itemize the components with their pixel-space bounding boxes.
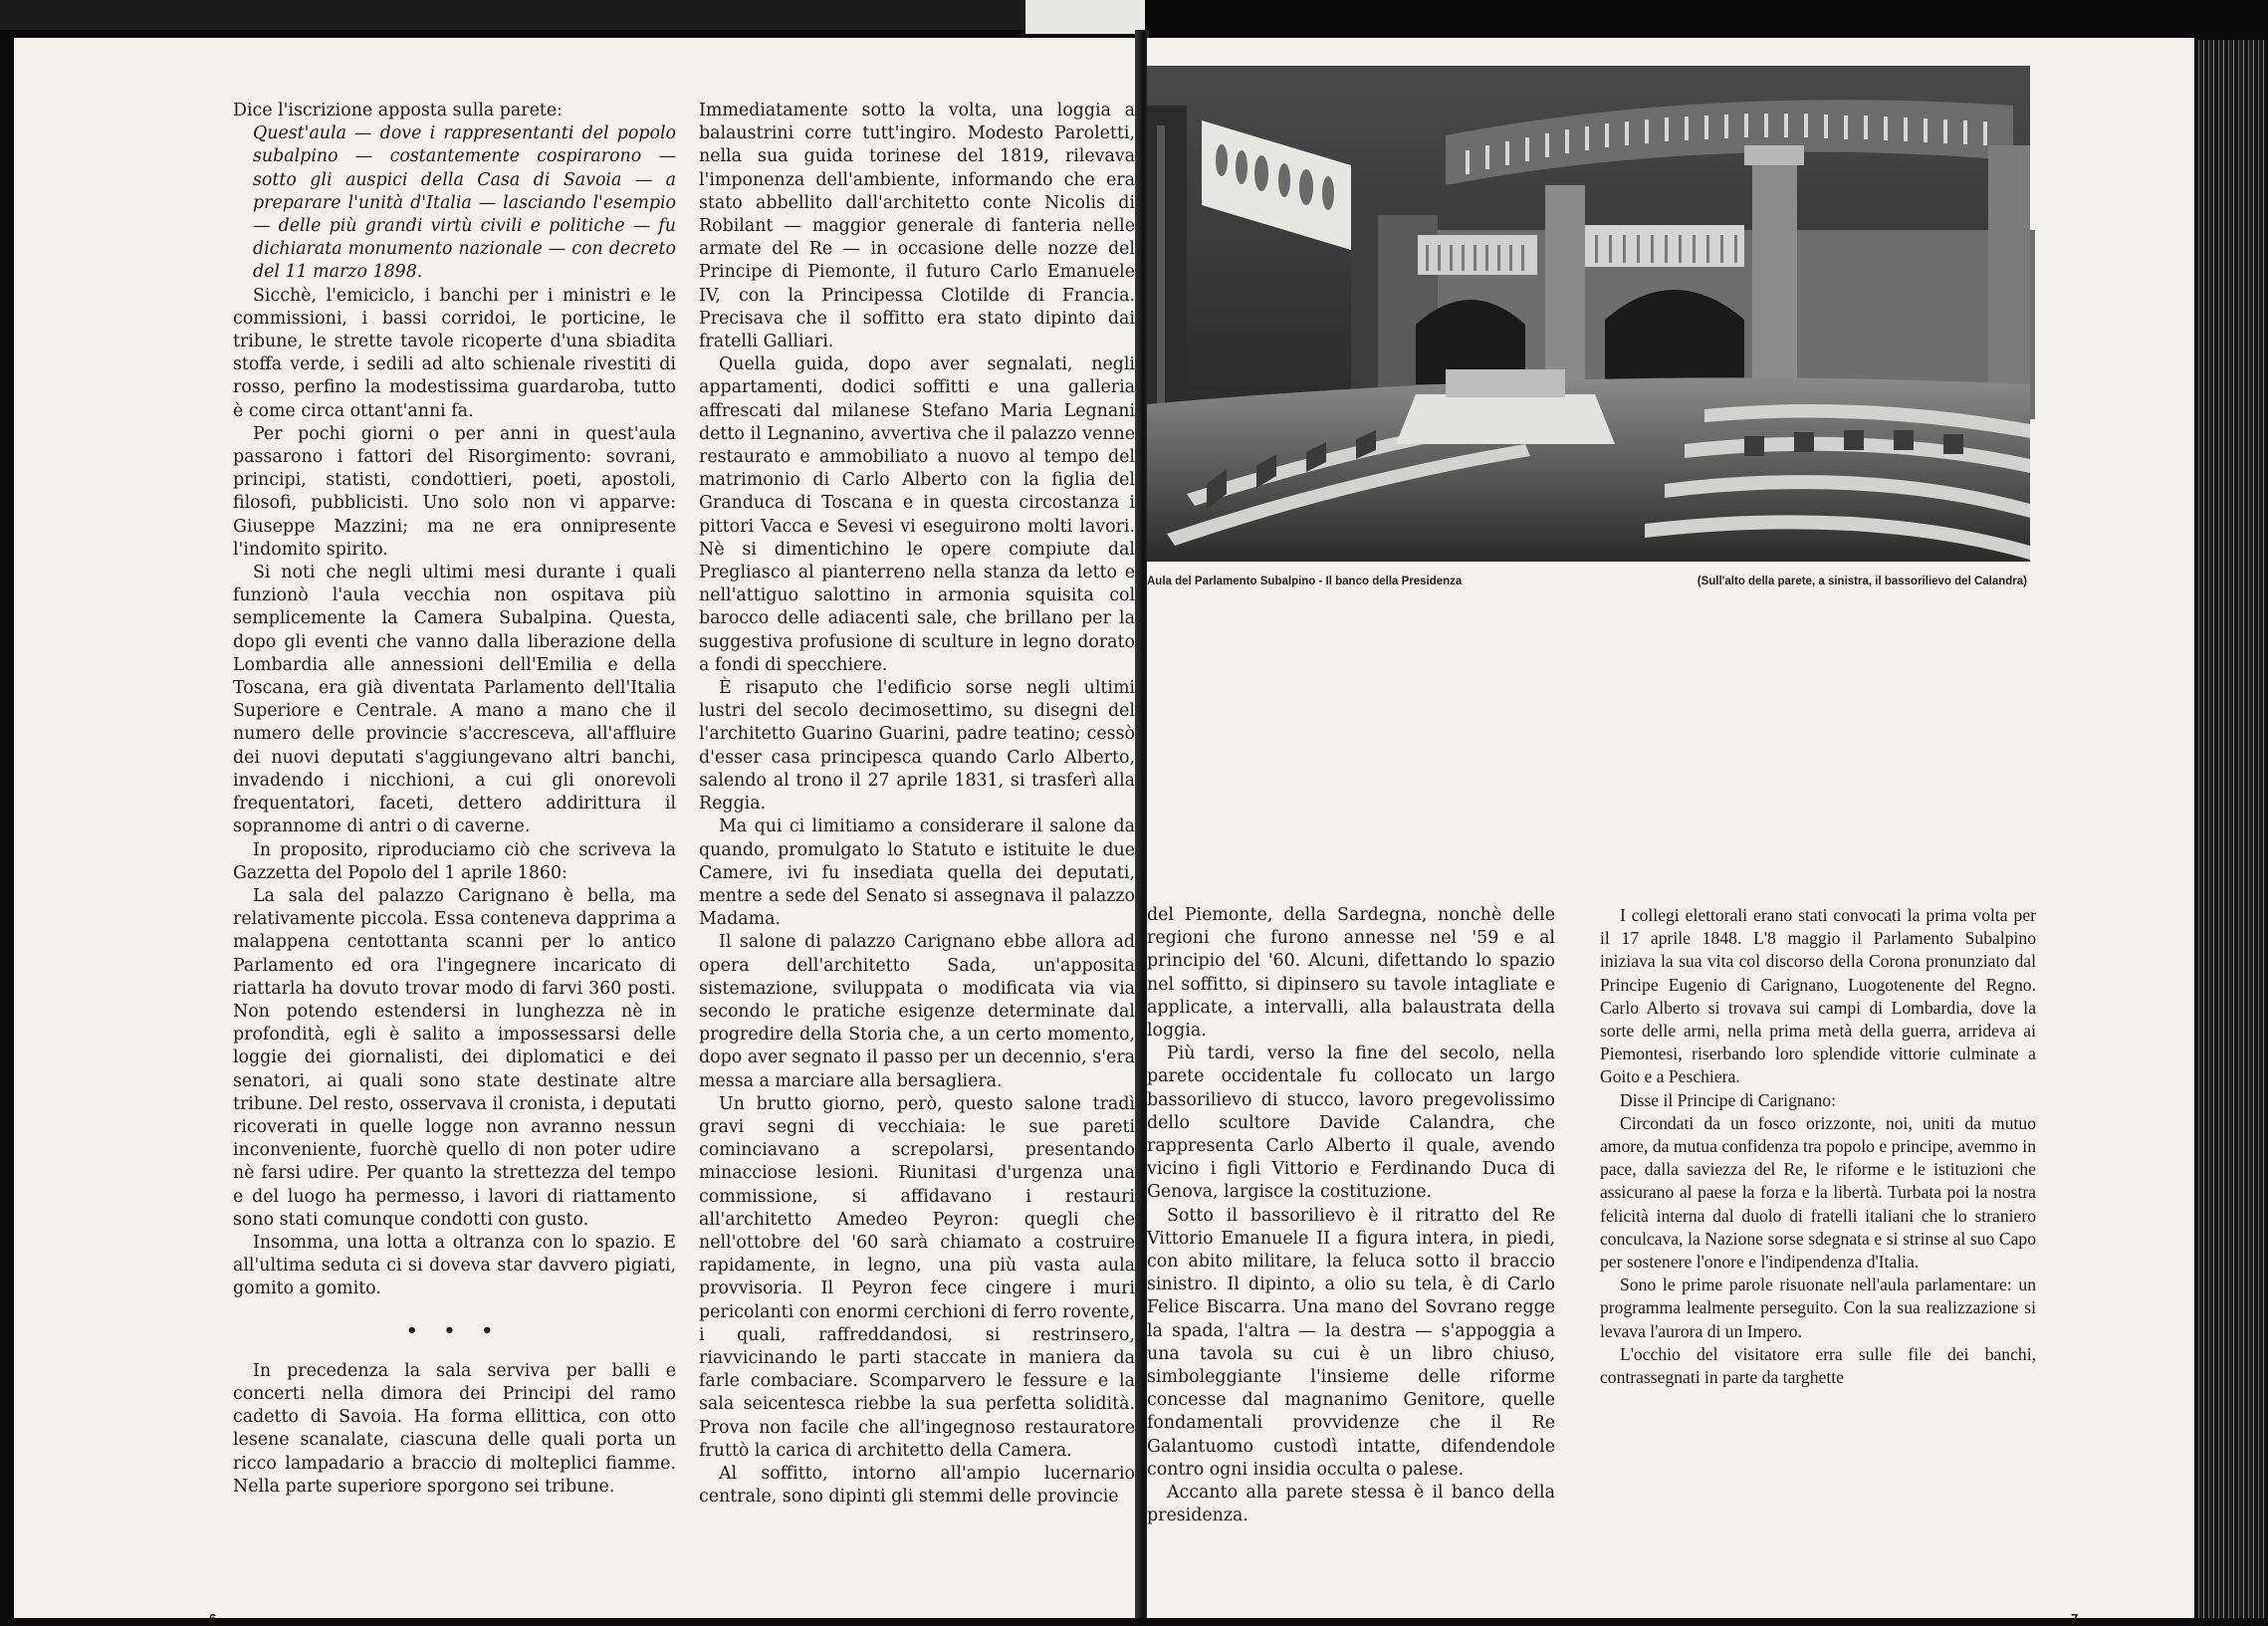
- scan-top-strip: [0, 0, 1025, 30]
- paragraph: Un brutto giorno, però, questo salone tradì gravi segni di vecchiaia: le sue pareti cominciavano a screpolarsi, presentando minacciose lesioni. Riunitasi d'urgenza una commissione, si affidavano i restauri all'architetto Amedeo Peyron: quegli che nell'ottobre del '60 sarà chiamato a costruire rapidamente, in legno, una più vasta aula provvisoria. Il Peyron fece cingere i muri pericolanti con enormi cerchioni di ferro rovente, i quali, raffreddandosi, si restrinsero, riavvicinando le parti staccate in maniera da farle combaciare. Scomparvero le fessure e la sala seicentesca riebbe la sua perfetta solidità. Prova non facile che all'ingegnoso restauratore fruttò la carica di architetto della Camera.: [699, 1093, 1135, 1461]
- inscription-quote: Quest'aula — dove i rappresentanti del popolo subalpino — costantemente cospirarono — sotto gli auspici della Casa di Savoia — a preparare l'unità d'Italia — lasciando l'esempio — delle più grandi virtù civili e politiche — fu dichiarata monumento nazionale — con decreto del 11 marzo 1898.: [253, 123, 676, 283]
- paragraph: Si noti che negli ultimi mesi durante i quali funzionò l'aula vecchia non ospitava più semplicemente la Camera Subalpina. Questa, dopo gli eventi che vanno dalla liberazione della Lombardia alle annessioni dell'Emilia e della Toscana, era già diventata Parlamento dell'Italia Superiore e Centrale. A mano a mano che il numero delle provincie s'accresceva, all'affluire dei nuovi deputati s'aggiungevano altri banchi, invadendo i nicchioni, a cui gli onorevoli frequentatori, faceti, dettero addirittura il soprannome di antri o di caverne.: [233, 563, 676, 837]
- book-edge: [2194, 40, 2268, 1618]
- page-number: 7: [2071, 1611, 2079, 1626]
- paragraph: In precedenza la sala serviva per balli e concerti nella dimora dei Principi del ramo cadetto di Savoia. Ha forma ellittica, con otto lesene scanalate, ciascuna delle quali porta un ricco lampadario a braccio di molteplici fiamme. Nella parte superiore sporgono sei tribune.: [233, 1360, 676, 1497]
- paragraph: Per pochi giorni o per anni in quest'aula passarono i fattori del Risorgimento: sovrani, principi, statisti, condottieri, poeti, apostoli, filosofi, pubblicisti. Uno solo non vi apparve: Giuseppe Mazzini; ma ne era onnipresente l'indomito spirito.: [233, 423, 676, 560]
- paragraph: Più tardi, verso la fine del secolo, nella parete occidentale fu collocato un largo bassorilievo di stucco, lavoro pregevolissimo dello scultore Davide Calandra, che rappresenta Carlo Alberto il quale, avendo vicino i figli Vittorio e Ferdinando Duca di Genova, largisce la costituzione.: [1147, 1044, 1555, 1203]
- paragraph: Ma qui ci limitiamo a considerare il salone da quando, promulgato lo Statuto e istituite le due Camere, ivi fu insediata quella dei deputati, mentre a sede del Senato si assegnava il palazzo Madama.: [699, 816, 1135, 930]
- parliament-hall-illustration: [1147, 66, 2030, 562]
- left-page-column-2: [699, 100, 1135, 1509]
- left-page: [14, 38, 1137, 1626]
- paragraph: Disse il Principe di Carignano:: [1620, 1089, 1836, 1110]
- photo-caption-left: Aula del Parlamento Subalpino - Il banco della Presidenza: [1147, 576, 1463, 587]
- paragraph: Sotto il bassorilievo è il ritratto del Re Vittorio Emanuele II a figura intera, in piedi, con abito militare, la feluca sotto il braccio sinistro. Il dipinto, a olio su tela, è di Carlo Felice Biscarra. Una mano del Sovrano regge la spada, l'altra — la destra — s'appoggia a una tavola su cui è un libro chiuso, simboleggiante l'insieme delle riforme concesse dal magnanimo Genitore, quelle fondamentali provvidenze che il Re Galantuomo custodì intatte, difendendole contro ogni insidia occulta o palese.: [1147, 1205, 1555, 1480]
- paragraph: Circondati da un fosco orizzonte, noi, uniti da mutuo amore, da mutua confidenza tra popolo e principe, avemmo in pace, dalla saviezza del Re, le riforme e le istituzioni che assicurano al paese la forza e la libertà. Turbata poi la nostra felicità interna dal duolo di fratelli italiani che lo straniero conculcava, la Nazione sorse sdegnata e si strinse al suo Capo per sostenere l'onore e l'indipendenza d'Italia.: [1600, 1112, 2036, 1273]
- paragraph: Sicchè, l'emiciclo, i banchi per i ministri e le commissioni, i bassi corridoi, le porticine, le tribune, le strette tavole ricoperte d'una sbiadita stoffa verde, i sedili ad alto schienale rivestiti di rosso, perfino la modestissima guardaroba, tutto è come circa ottant'anni fa.: [233, 285, 676, 421]
- paragraph: I collegi elettorali erano stati convocati la prima volta per il 17 aprile 1848. L'8 maggio il Parlamento Subalpino iniziava la sua vita col discorso della Corona pronunziato dal Principe Eugenio di Carignano, Luogotenente del Regno. Carlo Alberto si trovava sui campi di Lombardia, dove la sorte delle armi, nella prima metà della guerra, arrideva ai Piemontesi, riserbando loro splendide vittorie culminate a Goito e a Peschiera.: [1600, 905, 2036, 1087]
- paragraph: del Piemonte, della Sardegna, nonchè delle regioni che furono annesse nel '59 e al principio del '60. Alcuni, difettando lo spazio nel soffitto, si dipinsero su tavole intagliate e applicate, a intervalli, alla balaustrata della loggia.: [1147, 905, 1555, 1042]
- photo-caption-right: (Sull'alto della parete, a sinistra, il bassorilievo del Calandra): [1697, 576, 2027, 587]
- paragraph: In proposito, riproduciamo ciò che scriveva la Gazzetta del Popolo del 1 aprile 1860:: [233, 839, 676, 883]
- paragraph: Accanto alla parete stessa è il banco della presidenza.: [1147, 1483, 1555, 1526]
- right-page: [1147, 38, 2194, 1626]
- parliament-hall-photo: [1147, 66, 2030, 562]
- paragraph: Il salone di palazzo Carignano ebbe allora ad opera dell'architetto Sada, un'apposita sistemazione, sviluppata o modificata via via secondo le pratiche esigenze determinate dal progredire della Storia che, a un certo momento, dopo aver segnato il passo per un decennio, s'era messa a marciare alla bersagliera.: [699, 932, 1135, 1091]
- paragraph: Immediatamente sotto la volta, una loggia a balaustrini corre tutt'ingiro. Modesto Paroletti, nella sua guida torinese del 1819, rilevava l'imponenza dell'ambiente, informando che era stato abbellito dall'architetto conte Nicolis di Robilant — maggior generale di fanteria nelle armate del Re — in occasione delle nozze del Principe di Piemonte, il futuro Carlo Emanuele IV, con la Principessa Clotilde di Francia. Precisava che il soffitto era stato dipinto dai fratelli Galliari.: [699, 101, 1135, 352]
- page-number: 6: [209, 1611, 217, 1626]
- left-page-column-1: [233, 100, 676, 1499]
- paragraph: Sono le prime parole risuonate nell'aula parlamentare: un programma lealmente perseguito. Con la sua realizzazione si levava l'aurora di un Impero.: [1600, 1275, 2036, 1341]
- paragraph: Dice l'iscrizione apposta sulla parete:: [233, 101, 564, 120]
- section-divider: • • •: [405, 1319, 504, 1341]
- scan-top-tab: [1025, 0, 1145, 34]
- paragraph: La sala del palazzo Carignano è bella, ma relativamente piccola. Essa conteneva dapprima a malappena centottanta scanni per lo antico Parlamento ed ora l'ingegnere incaricato di riattarla ha dovuto trovar modo di farvi 360 posti. Non potendo estendersi in lunghezza nè in profondità, egli è salito a impossessarsi delle loggie dei giornalisti, dei diplomatici e dei senatori, ai quali sono state destinate altre tribune. Del resto, osservava il cronista, i deputati ricoverati in quelle logge non avranno nessun inconveniente, fuorchè quello di non poter udire nè farsi udire. Per quanto la strettezza del tempo e del luogo ha permesso, i lavori di riattamento sono stati comunque condotti con gusto.: [233, 885, 676, 1230]
- paragraph: L'occhio del visitatore erra sulle file dei banchi, contrassegnati in parte da targhette: [1600, 1343, 2036, 1388]
- scan-top-border: [0, 0, 2268, 40]
- right-page-column-2: [1600, 904, 2036, 1389]
- right-page-column-1: [1147, 904, 1555, 1527]
- paragraph: È risaputo che l'edificio sorse negli ultimi lustri del secolo decimosettimo, su disegni del l'architetto Guarino Guarini, padre teatino; cessò d'esser casa principesca quando Carlo Alberto, salendo al trono il 27 aprile 1831, si trasferì alla Reggia.: [699, 678, 1135, 814]
- paragraph: Al soffitto, intorno all'ampio lucernario centrale, sono dipinti gli stemmi delle provincie: [699, 1463, 1135, 1508]
- paragraph: Quella guida, dopo aver segnalati, negli appartamenti, dodici soffitti e una galleria affrescati dal milanese Stefano Maria Legnani detto il Legnanino, avvertiva che il palazzo venne restaurato e ammobiliato a nuovo al tempo del matrimonio di Carlo Alberto con la figlia del Granduca di Toscana e in questa circostanza i pittori Vacca e Sevesi vi eseguirono molti lavori. Nè si dimentichino le opere compiute dal Pregliasco al pianterreno nella stanza da letto e nell'attiguo salottino in armonia squisita col barocco delle adiacenti sale, che brillano per la suggestiva profusione di sculture in legno dorato a fondi di specchiere.: [699, 354, 1135, 675]
- paragraph: Insomma, una lotta a oltranza con lo spazio. E all'ultima seduta ci si doveva star davvero pigiati, gomito a gomito.: [233, 1232, 676, 1299]
